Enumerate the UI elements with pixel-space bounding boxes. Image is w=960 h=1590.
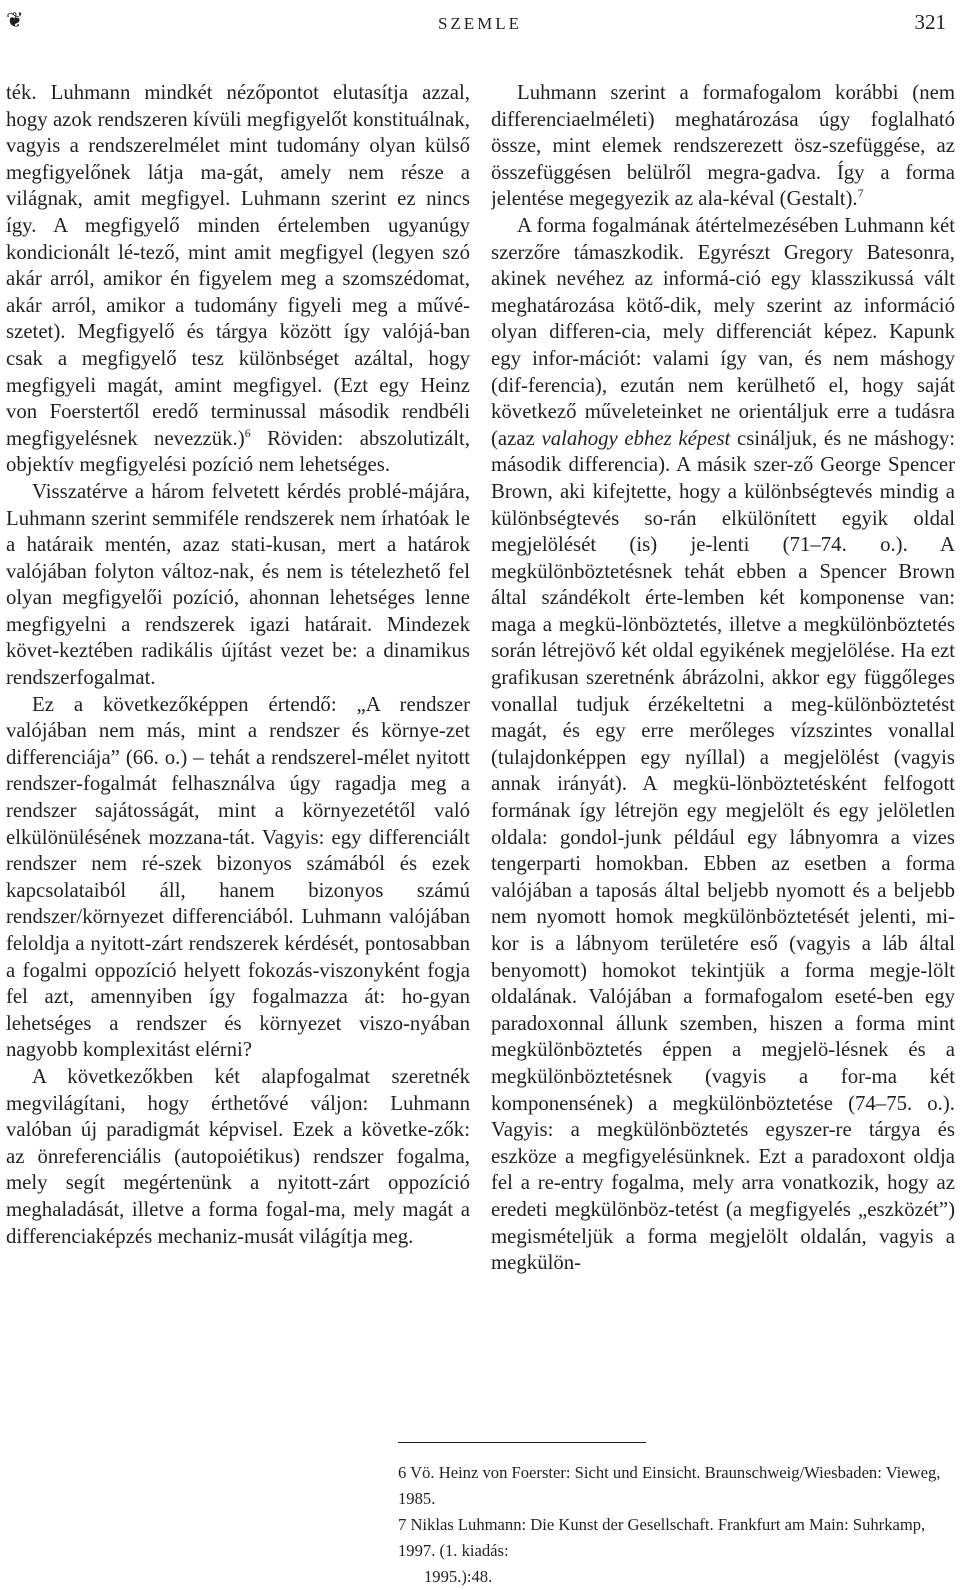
emphasis-text: valahogy ebhez képest (541, 426, 731, 450)
footnote-divider (398, 1442, 646, 1443)
footnote-7-line: 7 Niklas Luhmann: Die Kunst der Gesellschaft. Frankfurt am Main: Suhrkamp, 1997. (1. kiadás: (398, 1515, 926, 1560)
paragraph-text: Luhmann szerint a formafogalom korábbi (nem differenciaelméleti) meghatározása úgy foglalható össze, mint elemek rendszerezett ösz-szefüggése, az összefüggésen belülről megra-gadva. Így a forma jelentése megegyezik az ala-kéval (Gestalt). (491, 81, 955, 211)
page-header (0, 6, 960, 36)
footnotes (398, 1460, 943, 1590)
paragraph (491, 213, 955, 1277)
left-column (6, 80, 470, 1420)
paragraph (491, 80, 955, 213)
section-title: SZEMLE (437, 14, 523, 33)
paragraph-text: ték. Luhmann mindkét nézőpontot elutasítja azzal, hogy azok rendszeren kívüli megfigyelőt konstituálnak, vagyis a rendszerelmélet mint tudomány olyan külső megfigyelőnek látja ma-gát, amely nem része a világnak, amit megfigyel. Luhmann szerint ez nincs így. A megfigyelő minden értelemben ugyanúgy kondicionált lé-tező, mint amit megfigyel (legyen szó akár arról, amikor én figyelem meg a szomszédomat, akár arról, amikor a tudomány figyeli meg a művé-szetet). Megfigyelő és tárgya között így valójá-ban csak a megfigyelő tesz különbséget azáltal, hogy megfigyeli magát, amint megfigyel. (Ezt egy Heinz von Foerstertől eredő terminussal második rendbéli megfigyelésnek nevezzük.) (6, 81, 470, 450)
paragraph: A következőkben két alapfogalmat szeretnék megvilágítani, hogy érthetővé váljon: Luhmann valóban új paradigmát képvisel. Ezek a követke-zők: az önreferenciális (autopoiétikus) rendszer fogalma, mely segít megértenünk a nyitott-zárt oppozíció meghaladását, illetve a forma fogal-ma, mely magát a differenciaképzés mechaniz-musát világítja meg. (6, 1064, 470, 1248)
footnote-7-continuation: 1995.):48. (424, 1567, 493, 1586)
footnote-6: 6 Vö. Heinz von Foerster: Sicht und Einsicht. Braunschweig/Wiesbaden: Vieweg, 1985. (398, 1463, 941, 1508)
footnote-ref-6[interactable]: 6 (244, 425, 251, 440)
paragraph-text: A forma fogalmának átértelmezésében Luhmann két szerzőre támaszkodik. Egyrészt Gregory Batesonra, akinek nevéhez az informá-ció egy klasszikussá vált meghatározása kötő-dik, mely szerint az információ olyan differen-cia, mely differenciát képez. Kapunk egy infor-mációt: valami így van, és nem máshogy (dif-ferencia), ezután nem kerülhető el, hogy saját következő műveleteinket ne orientáljuk erre a tudásra (azaz (491, 213, 955, 450)
page-number: 321 (914, 10, 946, 34)
paragraph-text: csináljuk, és ne máshogy: második differencia). A másik szer-ző George Spencer Brown, aki kifejtette, hogy a különbségtevés mindig a különbségtevés so-rán elkülönített egyik oldal megjelölését (is) je-lenti (71–74. o.). A megkülönböztetésnek tehát ebben a Spencer Brown által szándékolt érte-lemben két komponense van: maga a megkü-lönböztetés, illetve a megkülönböztetés során létrejövő két oldal egyikének megjelölése. Ha ezt grafikusan szeretnénk ábrázolni, akkor egy függőleges vonallal tudjuk érzékeltetni a meg-különböztetést magát, és egy erre merőleges vízszintes vonallal (tulajdonképpen egy nyíllal) a megjelölést (vagyis annak irányát). A megkü-lönböztetésként felfogott formának így létrejön egy megjelölt és egy jelöletlen oldala: gondol-junk például egy lábnyomra a vizes tengerparti homokban. Ebben az esetben a forma valójában a taposás által beljebb nyomott és a beljebb nem nyomott homok megkülönböztetését jelenti, mi-kor is a lábnyom területére eső (vagyis a láb által benyomott) homokot tekintjük a forma megje-lölt oldalának. Valójában a formafogalom eseté-ben egy paradoxonnal állunk szemben, hiszen a forma mint megkülönböztetés éppen a megjelö-lésnek és a megkülönböztetésnek (vagyis a for-ma két komponensének) a megkülönböztetése (74–75. o.). Vagyis: a megkülönböztetés egyszer-re tárgya és eszköze a megfigyelésünknek. Ezt a paradoxont oldja fel a re-entry fogalma, mely arra vonatkozik, hogy az eredeti megkülönböz-tetést (a megfigyelés „eszközét”) megismételjük a forma megjelölt oldalán, vagyis a megkülön- (491, 426, 955, 1275)
footnote-ref-7[interactable]: 7 (857, 186, 864, 201)
paragraph (6, 80, 470, 479)
paragraph-text: Röviden: abszolutizált, objektív megfigyelési pozíció nem lehetséges. (6, 426, 470, 477)
paragraph: Visszatérve a három felvetett kérdés problé-májára, Luhmann szerint semmiféle rendszerek nem írhatóak le a határaik mentén, azaz stati-kusan, mert a határok valójában folyton változ-nak, és nem is tételezhető fel olyan megfigyelői pozíció, ahonnan lehetséges lenne megfigyelni a rendszerek igazi határait. Mindezek követ-keztében radikális újítást vezet be: a dinamikus rendszerfogalmat. (6, 479, 470, 690)
footnote-7 (398, 1512, 943, 1590)
fleuron-leaf-icon: ❦ (6, 8, 24, 32)
paragraph: Ez a következőképpen értendő: „A rendszer valójában nem más, mint a rendszer és környe-zet differenciája” (66. o.) – tehát a rendszerel-mélet nyitott rendszer-fogalmát felhasználva úgy ragadja meg a rendszer sajátosságát, mint a környezetétől való elkülönülésének mozzana-tát. Vagyis: egy differenciált rendszer nem ré-szek bizonyos számából és ezek kapcsolataiból áll, hanem bizonyos számú rendszer/környezet differenciából. Luhmann valójában feloldja a nyitott-zárt rendszerek kérdését, pontosabban a fogalmi oppozíció helyett fokozás-viszonyként fogja fel azt, amennyiben így fogalmazza át: ho-gyan lehetséges a rendszer és környezet viszo-nyában nagyobb komplexitást elérni? (6, 692, 470, 1062)
right-column (491, 80, 955, 1420)
